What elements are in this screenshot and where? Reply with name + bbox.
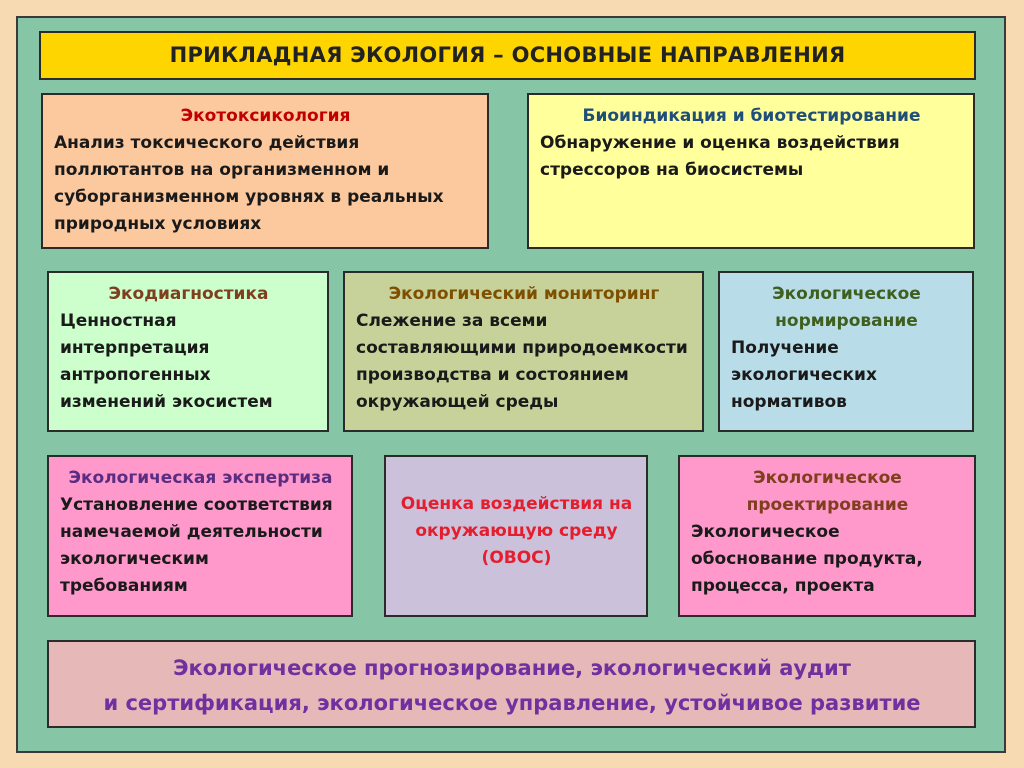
ovos-heading: Оценка воздействия на окружающую среду (ОВОС)	[400, 494, 633, 568]
bioindication-heading: Биоиндикация и биотестирование	[582, 106, 921, 126]
design-text: Экологическое обоснование продукта, процесса, проекта	[691, 522, 923, 596]
normalization-text: Получение экологических нормативов	[731, 338, 877, 412]
design-heading: Экологическое проектирование	[746, 468, 909, 515]
box-ovos	[384, 455, 648, 617]
box-monitoring	[343, 271, 704, 432]
box-ecodiagnostics	[47, 271, 329, 432]
monitoring-heading: Экологический мониторинг	[388, 284, 660, 304]
expertise-text: Установление соответствия намечаемой деятельности экологическим требованиям	[60, 495, 333, 596]
box-bioindication	[527, 93, 975, 249]
ecodiagnostics-text: Ценностная интерпретация антропогенных изменений экосистем	[60, 311, 273, 412]
box-normalization	[718, 271, 974, 432]
bioindication-text: Обнаружение и оценка воздействия стрессоров на биосистемы	[540, 133, 900, 180]
diagram-title: ПРИКЛАДНАЯ ЭКОЛОГИЯ – ОСНОВНЫЕ НАПРАВЛЕНИЯ	[39, 31, 976, 80]
box-ecotoxicology	[41, 93, 489, 249]
box-design	[678, 455, 976, 617]
box-footer	[47, 640, 976, 728]
ecodiagnostics-heading: Экодиагностика	[108, 284, 269, 304]
monitoring-text: Слежение за всеми составляющими природоемкости производства и состоянием окружающей среды	[356, 311, 688, 412]
expertise-heading: Экологическая экспертиза	[68, 468, 333, 488]
ecotoxicology-heading: Экотоксикология	[180, 106, 351, 126]
normalization-heading: Экологическое нормирование	[772, 284, 921, 331]
box-expertise	[47, 455, 353, 617]
ecotoxicology-text: Анализ токсического действия поллютантов на организменном и суборганизменном уровнях в реальных природных условиях	[54, 133, 444, 234]
footer-text: Экологическое прогнозирование, экологический аудит и сертификация, экологическое управление, устойчивое развитие	[103, 656, 921, 715]
